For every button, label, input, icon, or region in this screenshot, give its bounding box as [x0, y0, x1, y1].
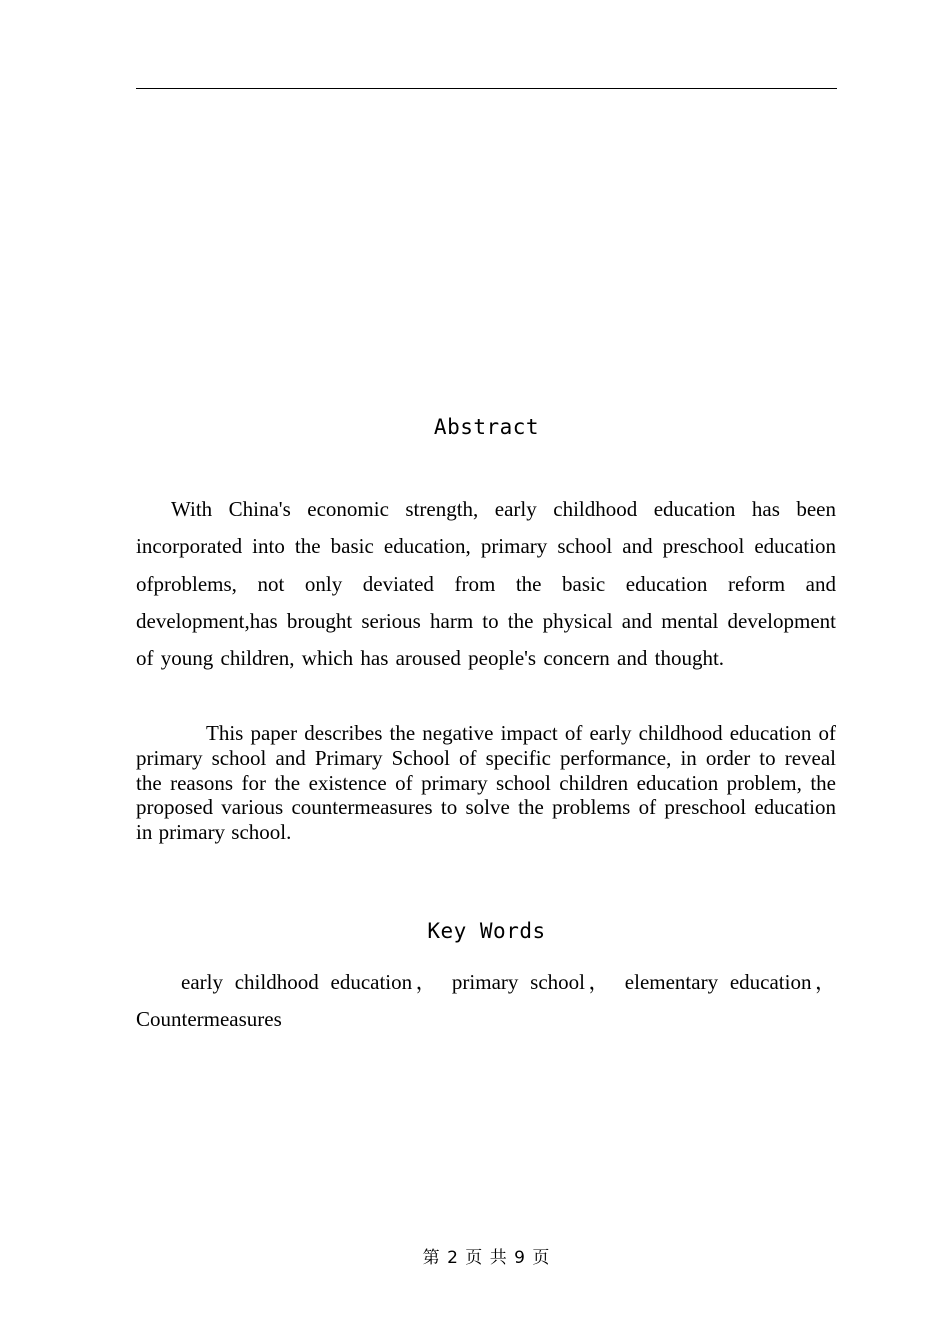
- abstract-paragraph-2: This paper describes the negative impact of early childhood education of primary school and Primary School of specific performance, in order to reveal the reasons for the existence of primary school children education problem, the proposed various countermeasures to solve the problems of preschool education in primary school.: [136, 721, 836, 845]
- abstract-paragraph-1: With China's economic strength, early childhood education has been incorporated into the basic education, primary school and preschool education ofproblems, not only deviated from the basic education reform and development,has brought serious harm to the physical and mental development of young children, which has aroused people's concern and thought.: [136, 497, 836, 671]
- header-rule: [136, 88, 837, 89]
- page-number-footer: 第 2 页 共 9 页: [422, 1248, 551, 1268]
- keywords-text: early childhood education， primary school， elementary education，Countermeasures: [136, 970, 836, 1032]
- abstract-heading: Abstract: [433, 415, 540, 439]
- keywords-heading: Key Words: [427, 919, 546, 943]
